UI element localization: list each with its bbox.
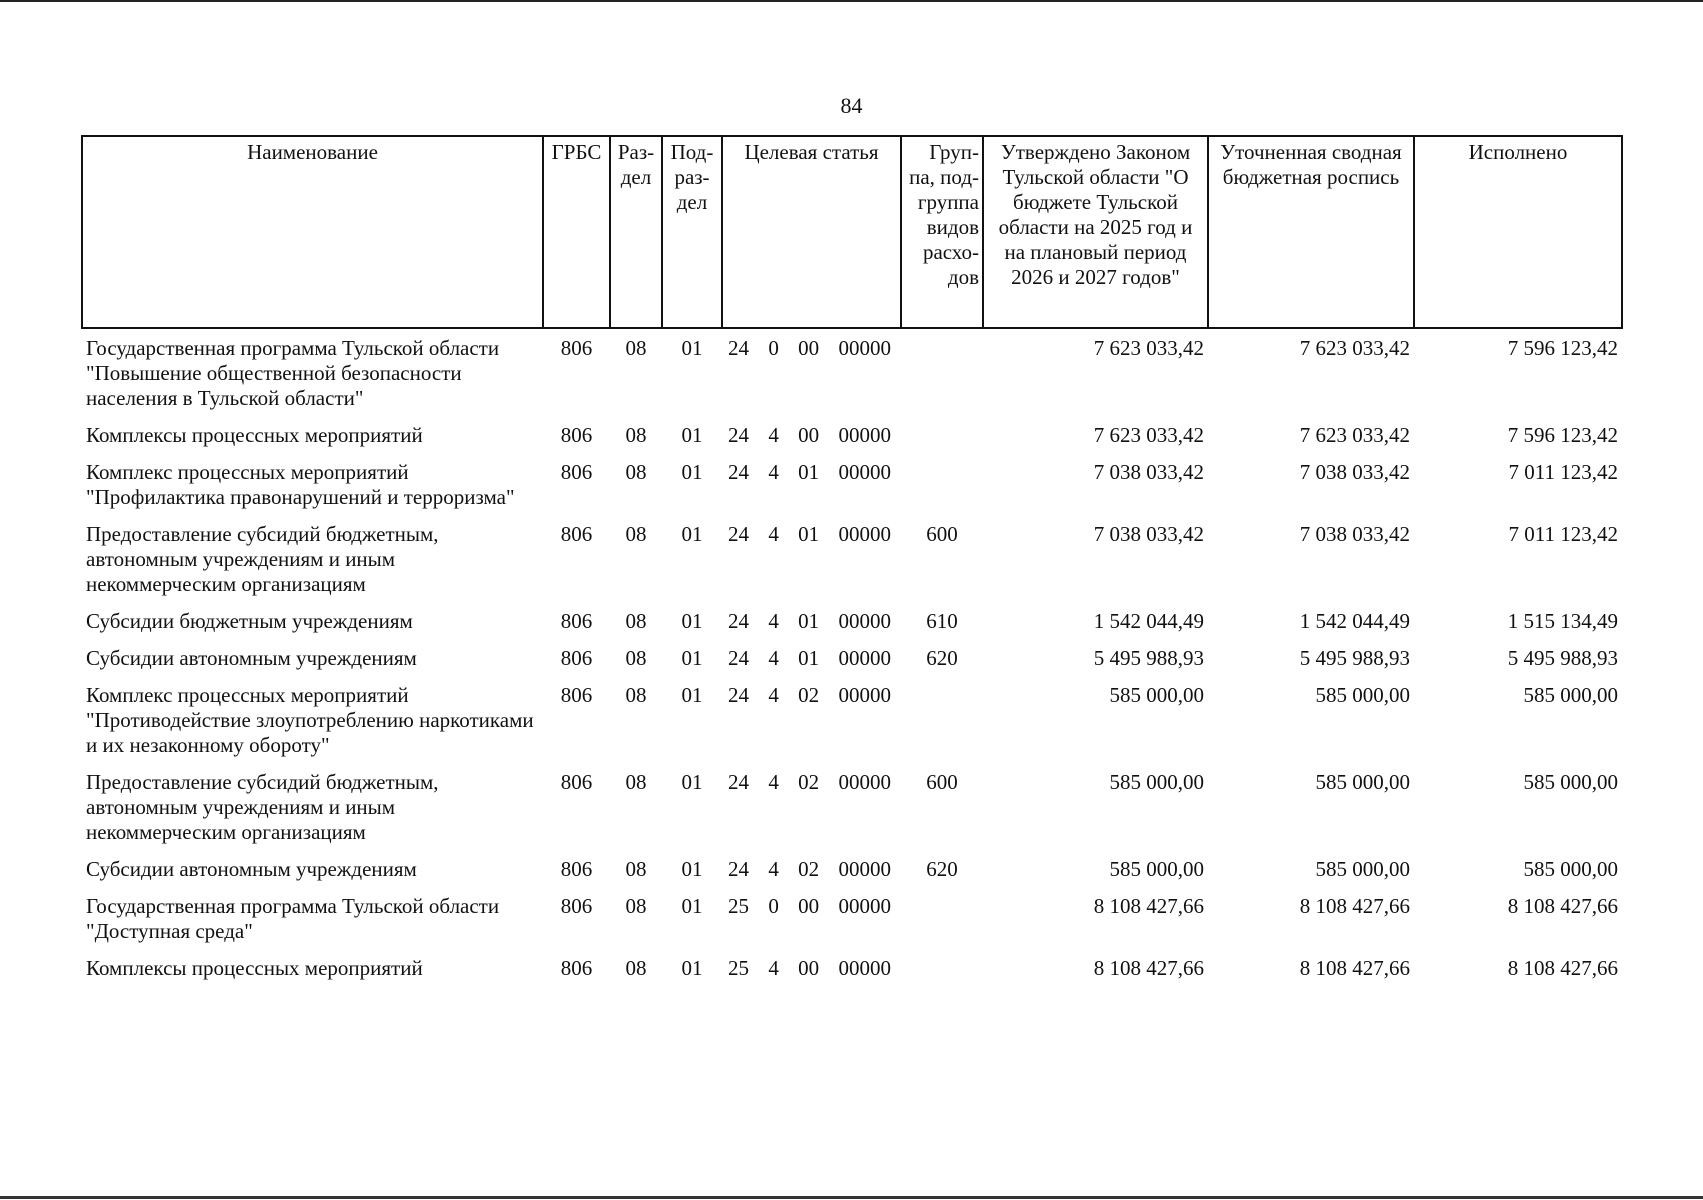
row-approved: 585 000,00 [1109,770,1204,794]
row-refined: 585 000,00 [1315,683,1410,707]
target-article-part: 00000 [838,423,891,447]
table-row [82,411,1622,448]
target-article-part: 24 [728,522,749,546]
target-article-part: 02 [798,683,820,707]
row-name: Предоставление субсидий бюджетным, автономным учреждениям и иным некоммерческим организациям [86,770,439,844]
row-razdel: 08 [625,956,647,980]
target-article-part: 24 [728,609,749,633]
target-article-part: 00 [798,336,820,360]
row-expense-group [901,671,983,758]
target-article-part: 01 [798,522,820,546]
budget-table-container [81,135,1623,981]
row-podrazdel: 01 [681,336,703,360]
row-podrazdel: 01 [681,770,703,794]
row-refined: 8 108 427,66 [1299,894,1410,918]
row-podrazdel: 01 [681,460,703,484]
row-target-article [722,411,901,448]
row-refined: 585 000,00 [1315,857,1410,881]
header-expense-group: Груп-па, под-группа видов расхо-дов [901,136,983,328]
row-name: Комплекс процессных мероприятий "Профилактика правонарушений и терроризма" [86,460,515,509]
row-name: Субсидии автономным учреждениям [86,857,417,881]
row-expense-group [901,328,983,411]
row-approved: 8 108 427,66 [1093,894,1204,918]
row-approved: 8 108 427,66 [1093,956,1204,980]
row-target-article [722,328,901,411]
row-expense-group [901,448,983,510]
row-target-article [722,597,901,634]
bottom-border-line [0,1196,1703,1199]
target-article-part: 01 [798,646,820,670]
row-executed: 8 108 427,66 [1507,894,1618,918]
row-podrazdel: 01 [681,857,703,881]
table-row [82,758,1622,845]
target-article-part: 4 [768,646,779,670]
budget-table [81,135,1623,981]
row-target-article [722,845,901,882]
row-grbs: 806 [560,423,593,447]
row-podrazdel: 01 [681,522,703,546]
table-row [82,510,1622,597]
row-target-article [722,758,901,845]
table-row [82,634,1622,671]
header-target-article: Целевая статья [722,136,901,328]
target-article-part: 24 [728,857,749,881]
row-podrazdel: 01 [681,894,703,918]
target-article-part: 4 [768,683,779,707]
row-podrazdel: 01 [681,646,703,670]
row-podrazdel: 01 [681,683,703,707]
row-approved: 7 623 033,42 [1093,336,1204,360]
row-refined: 7 038 033,42 [1299,522,1410,546]
row-grbs: 806 [560,683,593,707]
table-row [82,845,1622,882]
row-approved: 5 495 988,93 [1093,646,1204,670]
row-name: Субсидии бюджетным учреждениям [86,609,413,633]
row-refined: 7 038 033,42 [1299,460,1410,484]
target-article-part: 24 [728,336,749,360]
target-article-part: 24 [728,683,749,707]
row-expense-group: 610 [926,609,958,633]
table-row [82,448,1622,510]
target-article-part: 00000 [838,857,891,881]
table-body [82,328,1622,981]
row-executed: 5 495 988,93 [1507,646,1618,670]
row-name: Предоставление субсидий бюджетным, автономным учреждениям и иным некоммерческим организациям [86,522,439,596]
row-refined: 7 623 033,42 [1299,423,1410,447]
row-target-article [722,944,901,981]
target-article-part: 00000 [838,336,891,360]
row-executed: 7 011 123,42 [1508,460,1618,484]
target-article-part: 01 [798,460,820,484]
table-row [82,597,1622,634]
row-executed: 585 000,00 [1523,683,1618,707]
target-article-part: 4 [768,423,779,447]
row-target-article [722,510,901,597]
row-grbs: 806 [560,857,593,881]
row-razdel: 08 [625,609,647,633]
target-article-part: 4 [768,609,779,633]
row-grbs: 806 [560,646,593,670]
target-article-part: 24 [728,646,749,670]
target-article-part: 00000 [838,646,891,670]
header-razdel: Раз-дел [610,136,662,328]
row-expense-group [901,944,983,981]
target-article-part: 24 [728,770,749,794]
row-grbs: 806 [560,770,593,794]
table-row [82,944,1622,981]
row-refined: 7 623 033,42 [1299,336,1410,360]
header-grbs: ГРБС [543,136,610,328]
row-razdel: 08 [625,423,647,447]
row-approved: 1 542 044,49 [1093,609,1204,633]
row-podrazdel: 01 [681,609,703,633]
target-article-part: 00 [798,423,820,447]
row-approved: 585 000,00 [1109,683,1204,707]
target-article-part: 00000 [838,609,891,633]
row-razdel: 08 [625,857,647,881]
row-name: Государственная программа Тульской области "Доступная среда" [86,894,500,943]
target-article-part: 00000 [838,460,891,484]
row-target-article [722,634,901,671]
row-name: Комплексы процессных мероприятий [86,956,423,980]
page-number: 84 [840,93,863,118]
row-razdel: 08 [625,770,647,794]
row-executed: 7 011 123,42 [1508,522,1618,546]
row-approved: 7 038 033,42 [1093,522,1204,546]
row-name: Государственная программа Тульской области "Повышение общественной безопасности населения в Тульской области" [86,336,500,410]
row-name: Субсидии автономным учреждениям [86,646,417,670]
target-article-part: 00 [798,894,820,918]
target-article-part: 00000 [838,522,891,546]
target-article-part: 02 [798,770,820,794]
target-article-part: 01 [798,609,820,633]
target-article-part: 25 [728,894,749,918]
row-refined: 1 542 044,49 [1299,609,1410,633]
row-razdel: 08 [625,336,647,360]
row-expense-group: 600 [926,770,958,794]
table-row [82,328,1622,411]
row-razdel: 08 [625,894,647,918]
row-target-article [722,882,901,944]
row-razdel: 08 [625,646,647,670]
table-header-row [82,136,1622,328]
row-refined: 8 108 427,66 [1299,956,1410,980]
target-article-part: 25 [728,956,749,980]
row-refined: 5 495 988,93 [1299,646,1410,670]
header-approved-by-law: Утверждено Законом Тульской области "О бюджете Тульской области на 2025 год и на плановый период 2026 и 2027 годов" [983,136,1208,328]
top-border-line [0,0,1703,2]
row-target-article [722,448,901,510]
row-podrazdel: 01 [681,423,703,447]
target-article-part: 4 [768,522,779,546]
target-article-part: 0 [768,336,779,360]
row-expense-group: 620 [926,646,958,670]
row-name: Комплексы процессных мероприятий [86,423,423,447]
target-article-part: 00000 [838,894,891,918]
row-razdel: 08 [625,683,647,707]
row-expense-group [901,411,983,448]
header-name: Наименование [82,136,543,328]
target-article-part: 4 [768,956,779,980]
table-row [82,671,1622,758]
target-article-part: 4 [768,460,779,484]
target-article-part: 4 [768,770,779,794]
row-razdel: 08 [625,522,647,546]
target-article-part: 00000 [838,770,891,794]
row-approved: 7 038 033,42 [1093,460,1204,484]
header-refined-budget: Уточненная сводная бюджетная роспись [1208,136,1414,328]
row-grbs: 806 [560,609,593,633]
header-podrazdel: Под-раз-дел [662,136,722,328]
row-expense-group: 620 [926,857,958,881]
row-grbs: 806 [560,894,593,918]
row-grbs: 806 [560,336,593,360]
row-expense-group [901,882,983,944]
row-target-article [722,671,901,758]
row-approved: 7 623 033,42 [1093,423,1204,447]
target-article-part: 0 [768,894,779,918]
row-podrazdel: 01 [681,956,703,980]
target-article-part: 24 [728,423,749,447]
row-name: Комплекс процессных мероприятий "Противодействие злоупотреблению наркотиками и их незаконному обороту" [86,683,534,757]
target-article-part: 02 [798,857,820,881]
row-executed: 7 596 123,42 [1507,336,1618,360]
row-approved: 585 000,00 [1109,857,1204,881]
target-article-part: 00000 [838,956,891,980]
table-row [82,882,1622,944]
row-refined: 585 000,00 [1315,770,1410,794]
target-article-part: 4 [768,857,779,881]
row-executed: 585 000,00 [1523,857,1618,881]
row-expense-group: 600 [926,522,958,546]
header-executed: Исполнено [1414,136,1622,328]
row-executed: 585 000,00 [1523,770,1618,794]
row-executed: 8 108 427,66 [1507,956,1618,980]
row-grbs: 806 [560,460,593,484]
row-executed: 7 596 123,42 [1507,423,1618,447]
target-article-part: 00000 [838,683,891,707]
row-executed: 1 515 134,49 [1507,609,1618,633]
row-razdel: 08 [625,460,647,484]
target-article-part: 24 [728,460,749,484]
target-article-part: 00 [798,956,820,980]
row-grbs: 806 [560,522,593,546]
row-grbs: 806 [560,956,593,980]
